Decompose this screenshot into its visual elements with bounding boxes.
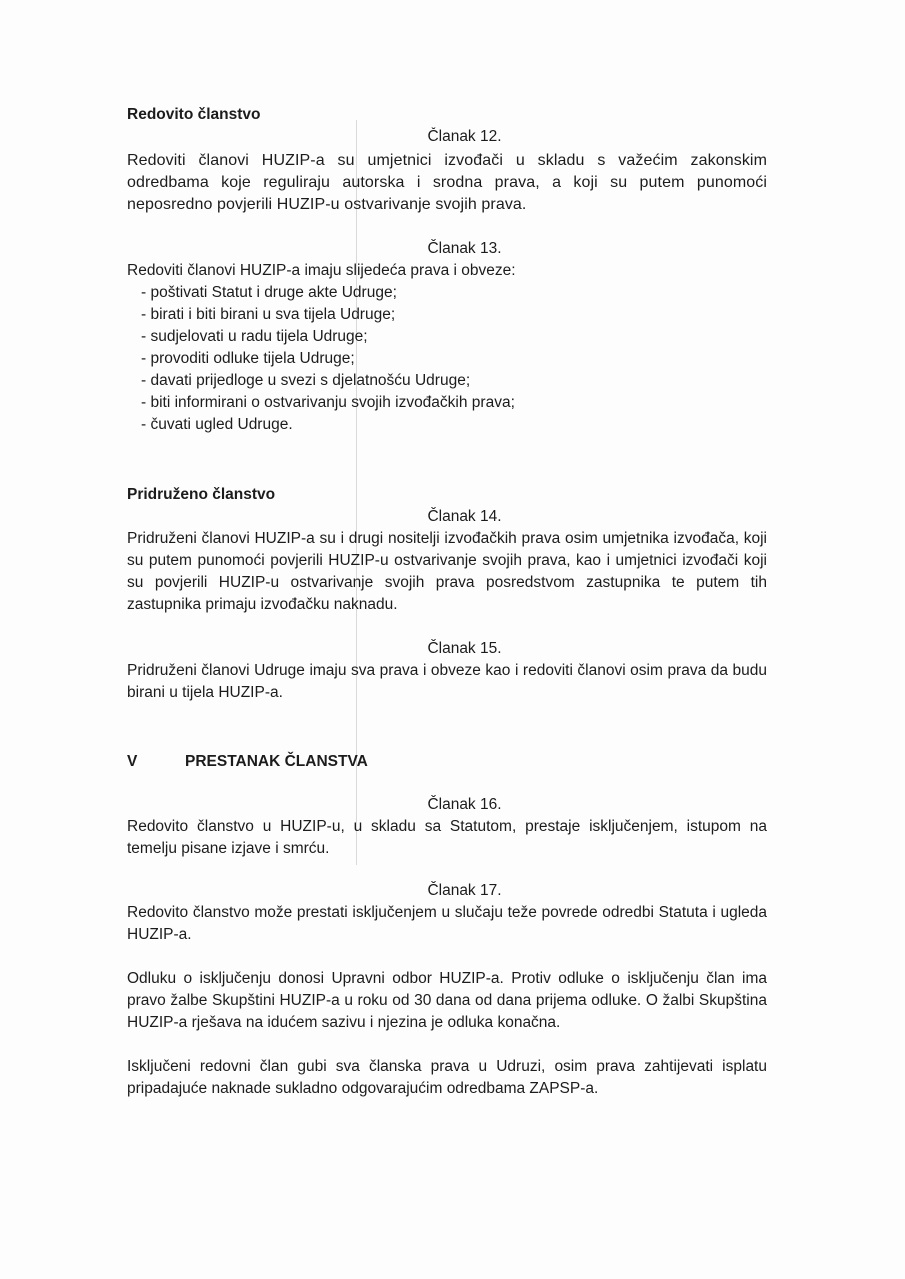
- section-v-title: PRESTANAK ČLANSTVA: [185, 753, 368, 770]
- list-item: - čuvati ugled Udruge.: [141, 416, 293, 433]
- article-14-title: Članak 14.: [427, 508, 502, 525]
- article-14-text: Pridruženi članovi HUZIP-a su i drugi nositelji izvođačkih prava osim umjetnika izvođača, koji su putem punomoći povjerili HUZIP-u ostvarivanje svojih prava, kao i umjetnici izvođači koji su povjerili HUZIP-u ostvarivanje svojih prava posredstvom zastupnika te putem tih zastupnika primaju izvođačku naknadu.: [127, 530, 767, 613]
- heading-pridruzeno-clanstvo: Pridruženo članstvo: [127, 486, 276, 503]
- article-13-title: Članak 13.: [427, 240, 502, 257]
- list-item: - provoditi odluke tijela Udruge;: [141, 350, 355, 367]
- article-12-title: Članak 12.: [427, 128, 502, 145]
- article-13-intro: Redoviti članovi HUZIP-a imaju slijedeća prava i obveze:: [127, 262, 516, 279]
- list-item: - birati i biti birani u sva tijela Udruge;: [141, 306, 396, 323]
- list-item: - sudjelovati u radu tijela Udruge;: [141, 328, 368, 345]
- article-15-title: Članak 15.: [427, 640, 502, 657]
- article-17-text-3: Isključeni redovni član gubi sva članska prava u Udruzi, osim prava zahtijevati isplatu pripadajuće naknade sukladno odgovarajućim odredbama ZAPSP-a.: [127, 1058, 767, 1097]
- article-12-text: Redoviti članovi HUZIP-a su umjetnici izvođači u skladu s važećim zakonskim odredbama koje reguliraju autorska i srodna prava, a koji su putem punomoći neposredno povjerili HUZIP-u ostvarivanje svojih prava.: [127, 152, 767, 213]
- article-15-text: Pridruženi članovi Udruge imaju sva prava i obveze kao i redoviti članovi osim prava da budu birani u tijela HUZIP-a.: [127, 662, 767, 701]
- list-item: - biti informirani o ostvarivanju svojih izvođačkih prava;: [141, 394, 515, 411]
- article-13-body: [127, 260, 767, 436]
- article-16-title: Članak 16.: [427, 796, 502, 813]
- section-v-heading: [127, 751, 368, 773]
- list-item: - davati prijedloge u svezi s djelatnošću Udruge;: [141, 372, 471, 389]
- article-17-title: Članak 17.: [427, 882, 502, 899]
- article-13-list: [127, 282, 767, 436]
- section-v-number: V: [127, 753, 138, 770]
- article-16-text: Redovito članstvo u HUZIP-u, u skladu sa Statutom, prestaje isključenjem, istupom na temelju pisane izjave i smrću.: [127, 818, 767, 857]
- article-17-text-1: Redovito članstvo može prestati isključenjem u slučaju teže povrede odredbi Statuta i ugleda HUZIP-a.: [127, 904, 767, 943]
- list-item: - poštivati Statut i druge akte Udruge;: [141, 284, 397, 301]
- article-17-text-2: Odluku o isključenju donosi Upravni odbor HUZIP-a. Protiv odluke o isključenju član ima pravo žalbe Skupštini HUZIP-a u roku od 30 dana od dana prijema odluke. O žalbi Skupština HUZIP-a rješava na idućem sazivu i njezina je odluka konačna.: [127, 970, 767, 1031]
- heading-redovito-clanstvo: Redovito članstvo: [127, 106, 261, 123]
